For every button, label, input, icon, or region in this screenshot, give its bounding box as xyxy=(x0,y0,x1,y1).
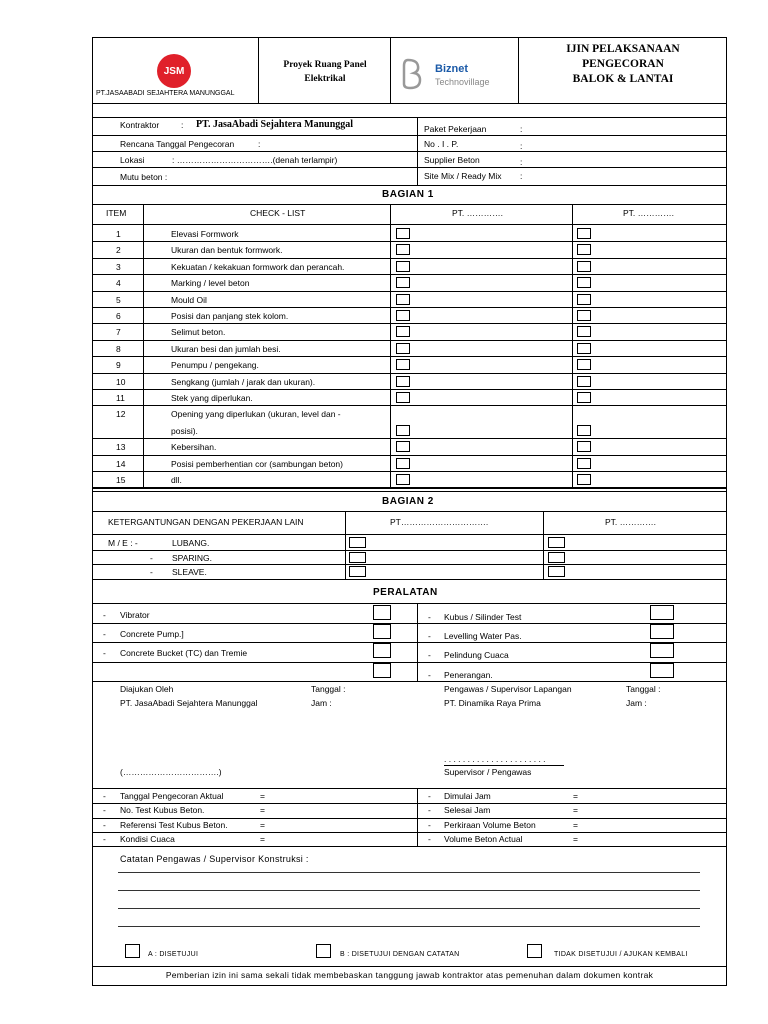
checklist-checkbox-pt1[interactable] xyxy=(396,244,410,255)
checklist-checkbox-pt2[interactable] xyxy=(577,376,591,387)
approve-label: A : DISETUJUI xyxy=(148,951,199,958)
checklist-row-line xyxy=(92,274,727,275)
reject-checkbox[interactable] xyxy=(527,944,542,958)
biznet-logo-icon xyxy=(402,58,426,90)
col-checklist-header: CHECK - LIST xyxy=(250,208,306,218)
checklist-checkbox-pt2[interactable] xyxy=(577,441,591,452)
actual-right-label: Selesai Jam xyxy=(444,805,491,816)
col-dependency-header: KETERGANTUNGAN DENGAN PEKERJAAN LAIN xyxy=(108,517,304,527)
bagian2-title: BAGIAN 2 xyxy=(382,496,434,507)
checklist-row-line xyxy=(92,323,727,324)
mutu-label: Mutu beton : xyxy=(120,172,168,182)
equipment-left-prefix: - xyxy=(103,629,106,640)
checklist-item-number: 10 xyxy=(116,376,126,387)
checklist-row-line xyxy=(92,373,727,374)
footer-disclaimer: Pemberian izin ini sama sekali tidak membebaskan tanggung jawab kontraktor atas pemenuhan dalam dokumen kontrak xyxy=(165,970,654,980)
dependency-row-line xyxy=(92,550,727,551)
note-line[interactable] xyxy=(118,890,700,891)
diajukan-label: Diajukan Oleh xyxy=(120,684,174,694)
checklist-row-line xyxy=(92,291,727,292)
checklist-item-number: 11 xyxy=(116,393,125,403)
equipment-right-checkbox[interactable] xyxy=(650,624,674,639)
checklist-checkbox-pt2[interactable] xyxy=(577,310,591,321)
checklist-row-line xyxy=(92,356,727,357)
checklist-checkbox-pt1[interactable] xyxy=(396,392,410,403)
dependency-prefix: - xyxy=(150,567,153,577)
actual-row-line xyxy=(92,803,727,804)
actual-left-dash: - xyxy=(103,819,106,830)
tanggal-right: Tanggal : xyxy=(626,684,661,694)
checklist-row-line xyxy=(92,307,727,308)
checklist-checkbox-pt1[interactable] xyxy=(396,228,410,239)
actual-left-eq: = xyxy=(260,819,265,830)
jam-left: Jam : xyxy=(311,698,332,708)
actual-left-eq: = xyxy=(260,791,265,801)
approve-with-notes-label: B : DISETUJUI DENGAN CATATAN xyxy=(340,951,460,958)
equipment-left-prefix: - xyxy=(103,610,106,620)
equipment-left-prefix: - xyxy=(103,648,106,659)
actual-left-eq: = xyxy=(260,833,265,844)
equipment-right-item: Kubus / Silinder Test xyxy=(444,612,522,622)
checklist-item-number: 8 xyxy=(116,343,121,354)
checklist-checkbox-pt2[interactable] xyxy=(577,359,591,370)
checklist-checkbox-pt1[interactable] xyxy=(396,359,410,370)
actual-left-dash: - xyxy=(103,805,106,816)
checklist-checkbox-pt2[interactable] xyxy=(577,474,591,485)
paket-colon: : xyxy=(520,124,523,134)
checklist-row-line xyxy=(92,241,727,242)
jam-right: Jam : xyxy=(626,698,647,708)
checklist-item-text: posisi). xyxy=(171,425,198,436)
equipment-row-line xyxy=(92,642,727,643)
equipment-left-item: Concrete Bucket (TC) dan Tremie xyxy=(120,648,248,659)
supplier-colon: : xyxy=(520,157,523,167)
checklist-item-text: Ukuran besi dan jumlah besi. xyxy=(171,343,281,354)
project-line1: Proyek Ruang Panel xyxy=(283,60,367,70)
equipment-left-item: Concrete Pump.] xyxy=(120,629,184,640)
note-line[interactable] xyxy=(118,872,700,873)
checklist-checkbox-pt1[interactable] xyxy=(396,277,410,288)
checklist-row-line xyxy=(92,455,727,456)
checklist-item-number: 5 xyxy=(116,294,121,305)
equipment-right-prefix: - xyxy=(428,612,431,622)
biznet-brand: Biznet xyxy=(435,63,468,75)
lokasi-value: : …………………………….(denah terlampir) xyxy=(172,155,338,165)
actual-left-label: Tanggal Pengecoran Aktual xyxy=(120,791,224,801)
b2-pt1-header: PT…………………………. xyxy=(390,517,489,527)
pt-right: PT. Dinamika Raya Prima xyxy=(444,698,541,708)
checklist-item-number: 9 xyxy=(116,360,121,371)
actual-right-eq: = xyxy=(573,791,578,801)
checklist-checkbox-pt2[interactable] xyxy=(577,261,591,272)
dependency-item: SPARING. xyxy=(172,552,212,563)
approve-checkbox[interactable] xyxy=(125,944,140,958)
checklist-item-text: Penumpu / pengekang. xyxy=(171,360,259,371)
equipment-right-item: Pelindung Cuaca xyxy=(444,650,509,661)
checklist-item-text: dll. xyxy=(171,475,182,485)
lokasi-label: Lokasi xyxy=(120,155,145,165)
nip-colon: : xyxy=(520,141,523,151)
pt-left: PT. JasaAbadi Sejahtera Manunggal xyxy=(120,698,258,708)
dependency-checkbox-pt2[interactable] xyxy=(548,537,565,548)
checklist-checkbox-pt2[interactable] xyxy=(577,326,591,337)
kontraktor-value: PT. JasaAbadi Sejahtera Manunggal xyxy=(196,119,354,130)
actual-left-dash: - xyxy=(103,833,106,844)
actual-row-line xyxy=(92,818,727,819)
checklist-checkbox-pt2[interactable] xyxy=(577,425,591,436)
checklist-item-text: Mould Oil xyxy=(171,294,207,305)
b2-pt2-header: PT. …………. xyxy=(605,517,657,527)
checklist-row-line xyxy=(92,405,727,406)
nip-label: No . I . P. xyxy=(424,139,459,149)
bagian1-title: BAGIAN 1 xyxy=(382,189,434,200)
actual-right-dash: - xyxy=(428,791,431,801)
actual-left-eq: = xyxy=(260,805,265,816)
equipment-left-checkbox[interactable] xyxy=(373,624,391,639)
dependency-item: SLEAVE. xyxy=(172,567,207,577)
header-bottom-line xyxy=(92,103,727,104)
note-line[interactable] xyxy=(118,908,700,909)
equipment-right-checkbox[interactable] xyxy=(650,643,674,658)
supervisor-label: Supervisor / Pengawas xyxy=(444,767,532,777)
approve-with-notes-checkbox[interactable] xyxy=(316,944,331,958)
checklist-item-text: Sengkang (jumlah / jarak dan ukuran). xyxy=(171,376,316,387)
col-pt2-header: PT. …………. xyxy=(623,208,675,218)
col-item-header: ITEM xyxy=(106,208,127,218)
equipment-right-prefix: - xyxy=(428,669,431,680)
equipment-right-item: Levelling Water Pas. xyxy=(444,631,522,642)
checklist-checkbox-pt2[interactable] xyxy=(577,343,591,354)
dependency-checkbox-pt1[interactable] xyxy=(349,537,366,548)
checklist-item-text: Opening yang diperlukan (ukuran, level dan - xyxy=(171,409,341,420)
supplier-label: Supplier Beton xyxy=(424,155,480,165)
equipment-left-item: Vibrator xyxy=(120,610,150,620)
checklist-checkbox-pt2[interactable] xyxy=(577,228,591,239)
checklist-item-text: Selimut beton. xyxy=(171,327,226,338)
tanggal-left: Tanggal : xyxy=(311,684,346,694)
checklist-checkbox-pt2[interactable] xyxy=(577,294,591,305)
company-logo xyxy=(157,54,191,88)
dependency-checkbox-pt1[interactable] xyxy=(349,552,366,563)
equipment-left-checkbox[interactable] xyxy=(373,643,391,658)
checklist-item-number: 13 xyxy=(116,442,126,453)
equipment-left-checkbox[interactable] xyxy=(373,663,391,678)
peralatan-title: PERALATAN xyxy=(373,587,438,598)
checklist-item-number: 4 xyxy=(116,278,121,289)
actual-right-eq: = xyxy=(573,805,578,816)
project-line2: Elektrikal xyxy=(304,74,346,84)
checklist-item-text: Ukuran dan bentuk formwork. xyxy=(171,245,283,256)
actual-right-label: Dimulai Jam xyxy=(444,791,491,801)
checklist-item-number: 14 xyxy=(116,458,126,469)
checklist-item-text: Kekuatan / kekakuan formwork dan perancah. xyxy=(171,261,345,272)
checklist-item-number: 6 xyxy=(116,311,121,321)
checklist-checkbox-pt1[interactable] xyxy=(396,343,410,354)
checklist-checkbox-pt1[interactable] xyxy=(396,376,410,387)
checklist-checkbox-pt1[interactable] xyxy=(396,441,410,452)
company-name: PT.JASAABADI SEJAHTERA MANUNGGAL xyxy=(96,90,235,97)
dependency-checkbox-pt2[interactable] xyxy=(548,566,565,577)
checklist-checkbox-pt1[interactable] xyxy=(396,458,410,469)
actual-right-label: Perkiraan Volume Beton xyxy=(444,819,536,830)
equipment-right-item: Penerangan. xyxy=(444,669,493,680)
checklist-checkbox-pt2[interactable] xyxy=(577,458,591,469)
equipment-right-prefix: - xyxy=(428,650,431,661)
actual-right-dash: - xyxy=(428,805,431,816)
actual-right-label: Volume Beton Actual xyxy=(444,833,523,844)
biznet-sub: Technovillage xyxy=(435,77,490,87)
title-line3: BALOK & LANTAI xyxy=(572,73,674,85)
actual-row-line xyxy=(92,832,727,833)
checklist-item-number: 1 xyxy=(116,229,121,239)
dependency-row-line xyxy=(92,564,727,565)
equipment-row-line xyxy=(92,662,727,663)
checklist-checkbox-pt2[interactable] xyxy=(577,277,591,288)
kontraktor-label: Kontraktor xyxy=(120,120,160,130)
equipment-row-line xyxy=(92,623,727,624)
equipment-left-checkbox[interactable] xyxy=(373,605,391,620)
checklist-checkbox-pt1[interactable] xyxy=(396,310,410,321)
checklist-item-text: Elevasi Formwork xyxy=(171,229,239,239)
pengawas-label: Pengawas / Supervisor Lapangan xyxy=(444,684,572,694)
dependency-prefix: - xyxy=(150,552,153,563)
kontraktor-colon: : xyxy=(181,120,184,130)
actual-left-label: Kondisi Cuaca xyxy=(120,833,175,844)
title-line1: IJIN PELAKSANAAN xyxy=(566,43,680,55)
dependency-item: LUBANG. xyxy=(172,538,210,548)
rencana-label: Rencana Tanggal Pengecoran xyxy=(120,139,235,149)
checklist-checkbox-pt1[interactable] xyxy=(396,474,410,485)
checklist-checkbox-pt2[interactable] xyxy=(577,392,591,403)
checklist-checkbox-pt1[interactable] xyxy=(396,326,410,337)
note-line[interactable] xyxy=(118,926,700,927)
checklist-item-number: 15 xyxy=(116,475,126,485)
checklist-item-number: 2 xyxy=(116,245,121,256)
col-pt1-header: PT. …………. xyxy=(452,208,504,218)
me-label: M / E : - xyxy=(108,538,138,548)
checklist-item-text: Posisi pemberhentian cor (sambungan beton) xyxy=(171,458,343,469)
actual-left-label: No. Test Kubus Beton. xyxy=(120,805,205,816)
notes-title: Catatan Pengawas / Supervisor Konstruksi : xyxy=(120,854,309,864)
checklist-row-line xyxy=(92,471,727,472)
actual-left-label: Referensi Test Kubus Beton. xyxy=(120,819,228,830)
blank-signature: (…………………………….) xyxy=(120,767,222,777)
actual-right-eq: = xyxy=(573,819,578,830)
dependency-checkbox-pt2[interactable] xyxy=(548,552,565,563)
actual-left-dash: - xyxy=(103,791,106,801)
checklist-row-line xyxy=(92,389,727,390)
checklist-row-line xyxy=(92,438,727,439)
rencana-colon: : xyxy=(258,139,261,149)
dependency-checkbox-pt1[interactable] xyxy=(349,566,366,577)
equipment-right-checkbox[interactable] xyxy=(650,605,674,620)
checklist-item-text: Kebersihan. xyxy=(171,442,217,453)
company-logo-text: JSM xyxy=(163,65,185,77)
checklist-item-number: 12 xyxy=(116,409,126,420)
checklist-row-line xyxy=(92,340,727,341)
checklist-checkbox-pt1[interactable] xyxy=(396,294,410,305)
signature-dots: . . . . . . . . . . . . . . . . . . . . . . xyxy=(444,754,546,764)
checklist-item-number: 3 xyxy=(116,261,121,272)
title-line2: PENGECORAN xyxy=(582,58,664,70)
checklist-row-line xyxy=(92,258,727,259)
site-label: Site Mix / Ready Mix xyxy=(424,171,502,181)
site-colon: : xyxy=(520,171,523,181)
equipment-right-checkbox[interactable] xyxy=(650,663,674,678)
checklist-checkbox-pt1[interactable] xyxy=(396,261,410,272)
checklist-item-number: 7 xyxy=(116,327,121,338)
checklist-checkbox-pt2[interactable] xyxy=(577,244,591,255)
actual-right-dash: - xyxy=(428,833,431,844)
checklist-checkbox-pt1[interactable] xyxy=(396,425,410,436)
actual-right-dash: - xyxy=(428,819,431,830)
equipment-right-prefix: - xyxy=(428,631,431,642)
reject-label: TIDAK DISETUJUI / AJUKAN KEMBALI xyxy=(554,951,688,958)
paket-label: Paket Pekerjaan xyxy=(424,124,487,134)
checklist-item-text: Marking / level beton xyxy=(171,278,250,289)
checklist-item-text: Stek yang diperlukan. xyxy=(171,393,253,403)
checklist-item-text: Posisi dan panjang stek kolom. xyxy=(171,311,289,321)
actual-right-eq: = xyxy=(573,833,578,844)
